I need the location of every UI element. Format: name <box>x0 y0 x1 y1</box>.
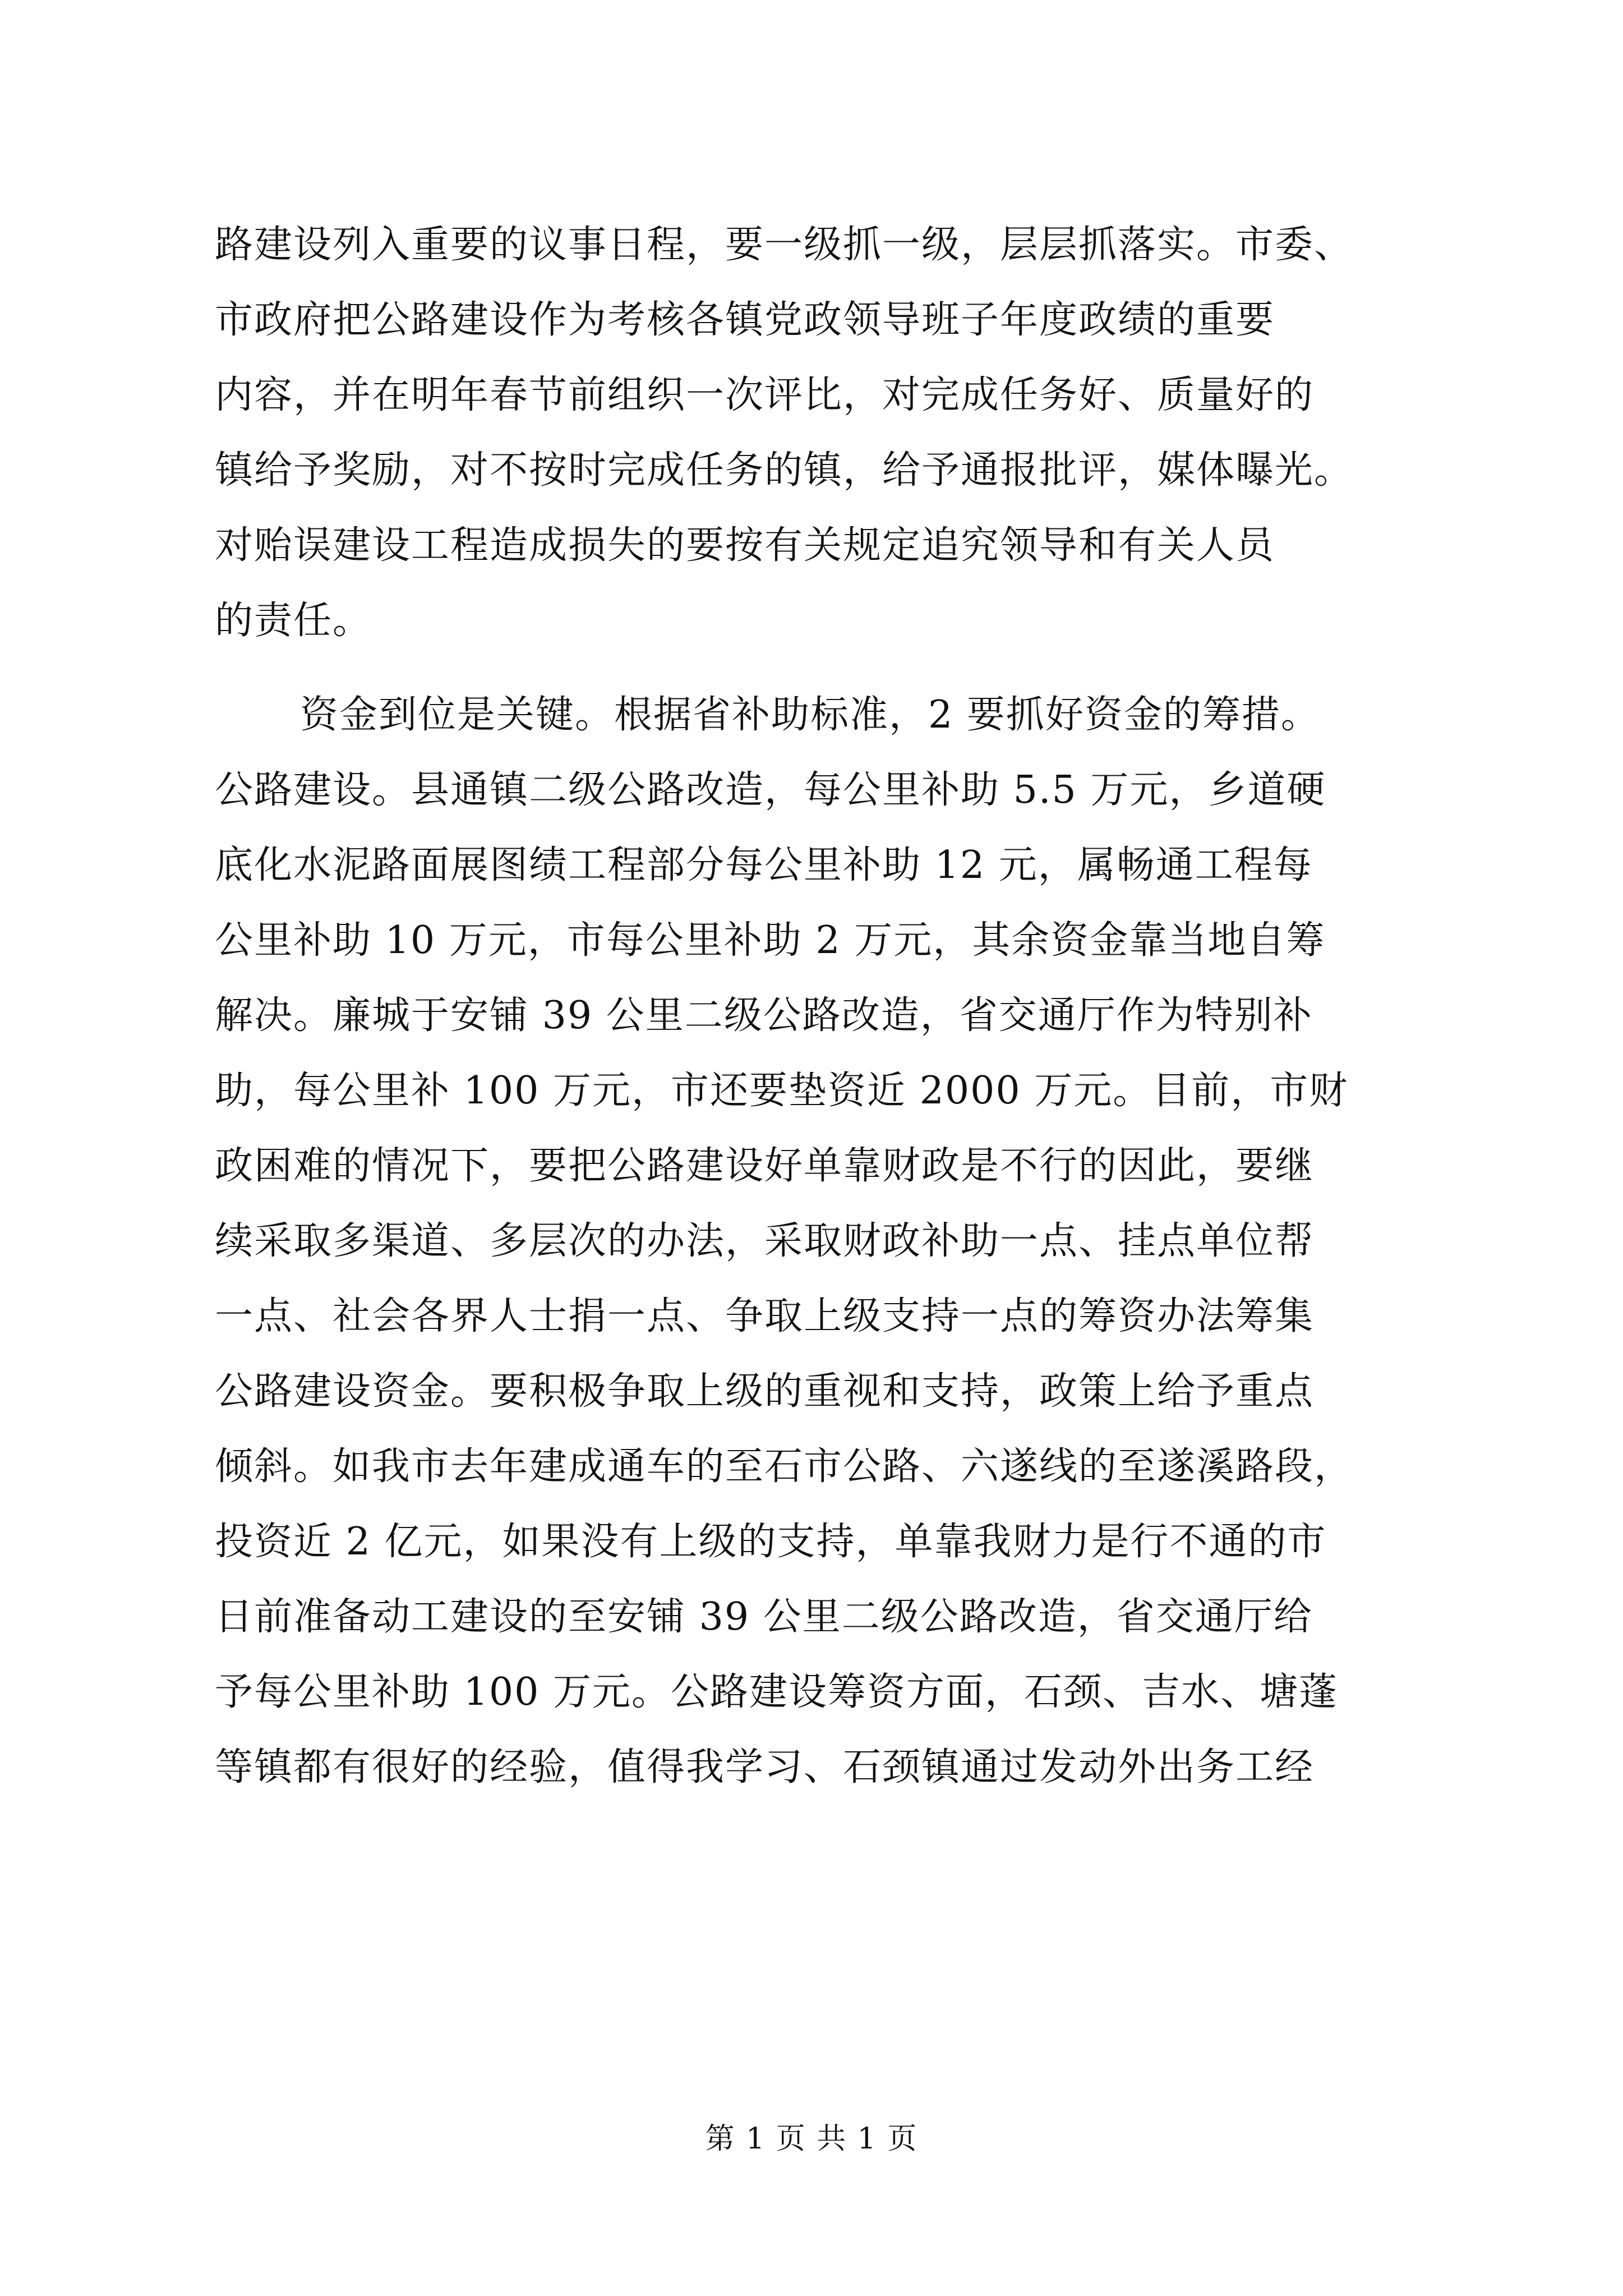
text-line: 公路建设资金。要积极争取上级的重视和支持，政策上给予重点 <box>215 1369 1315 1414</box>
paragraph-first-line: 资金到位是关键。根据省补助标准，2 要抓好资金的筹措。 <box>300 693 1320 737</box>
text-line: 公路建设。县通镇二级公路改造，每公里补助 5.5 万元，乡道硬 <box>215 768 1326 812</box>
text-line: 公里补助 10 万元，市每公里补助 2 万元，其余资金靠当地自筹 <box>215 918 1326 963</box>
text-line: 续采取多渠道、多层次的办法，采取财政补助一点、挂点单位帮 <box>215 1219 1315 1263</box>
page-footer <box>0 2119 1623 2159</box>
text-line: 对贻误建设工程造成损失的要按有关规定追究领导和有关人员 <box>215 523 1275 568</box>
page-number-label: 第 1 页 共 1 页 <box>705 2122 918 2156</box>
text-line: 等镇都有很好的经验，值得我学习、石颈镇通过发动外出务工经 <box>215 1745 1315 1789</box>
text-line: 内容，并在明年春节前组织一次评比，对完成任务好、质量好的 <box>215 373 1315 417</box>
text-line: 予每公里补助 100 万元。公路建设筹资方面，石颈、吉水、塘蓬 <box>215 1670 1339 1714</box>
text-line: 路建设列入重要的议事日程，要一级抓一级，层层抓落实。市委、 <box>215 223 1354 267</box>
text-line: 的责任。 <box>215 599 372 643</box>
text-line: 镇给予奖励，对不按时完成任务的镇，给予通报批评，媒体曝光。 <box>215 448 1354 493</box>
text-line: 一点、社会各界人士捐一点、争取上级支持一点的筹资办法筹集 <box>215 1294 1315 1338</box>
text-line: 助，每公里补 100 万元，市还要垫资近 2000 万元。目前，市财 <box>215 1069 1349 1113</box>
text-line: 日前准备动工建设的至安铺 39 公里二级公路改造，省交通厅给 <box>215 1595 1313 1639</box>
text-line: 解决。廉城于安铺 39 公里二级公路改造，省交通厅作为特别补 <box>215 993 1313 1038</box>
text-line: 市政府把公路建设作为考核各镇党政领导班子年度政绩的重要 <box>215 298 1275 342</box>
document-body <box>215 208 1426 1805</box>
text-line: 政困难的情况下，要把公路建设好单靠财政是不行的因此，要继 <box>215 1144 1315 1188</box>
paragraph-gap <box>215 659 1426 678</box>
text-line: 底化水泥路面展图绩工程部分每公里补助 12 元，属畅通工程每 <box>215 843 1313 887</box>
text-line: 投资近 2 亿元，如果没有上级的支持，单靠我财力是行不通的市 <box>215 1520 1327 1564</box>
text-line: 倾斜。如我市去年建成通车的至石市公路、六遂线的至遂溪路段， <box>215 1444 1354 1489</box>
